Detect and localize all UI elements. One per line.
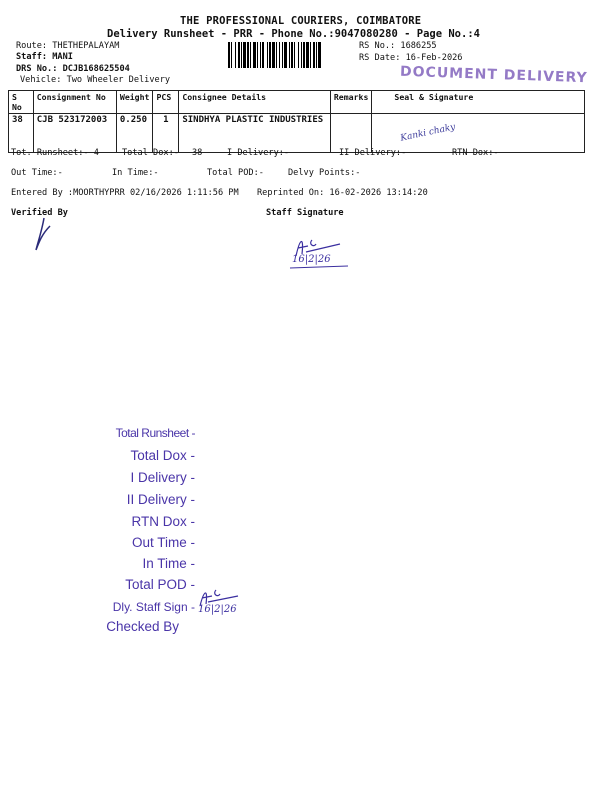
cell-seal [372,114,585,153]
stamp-ii-delivery: II Delivery - [126,492,195,507]
cell-weight: 0.250 [116,114,153,153]
col-header-weight: Weight [116,91,153,114]
barcode [228,42,354,68]
document-delivery-stamp: DOCUMENT DELIVERY [399,63,588,87]
stamp-out-time: Out Time - [131,535,195,550]
in-time-label: In Time:- [112,168,159,178]
table-header-row [9,91,585,114]
total-pod-label: Total POD:- [207,168,264,178]
verified-signature [30,212,70,257]
total-dox-label: Total Dox:- [122,148,179,158]
ii-delivery-label: II Delivery:- [339,148,407,158]
rtn-dox-label: RTN Dox:- [452,148,499,158]
stamp-dly-staff-sign: Dly. Staff Sign - [112,600,195,614]
stamp-signature-date: 16|2|26 [198,604,237,615]
rs-date: RS Date: 16-Feb-2026 [359,53,463,63]
cell-consignee: SINDHYA PLASTIC INDUSTRIES [179,114,331,153]
entered-by: Entered By :MOORTHYPRR 02/16/2026 1:11:56 PM [11,188,239,198]
runsheet-subtitle: Delivery Runsheet - PRR - Phone No.:9047080280 - Page No.:4 [107,28,480,40]
staff-signature-label: Staff Signature [266,208,344,218]
col-header-seal: Seal & Signature [372,91,585,114]
col-header-pcs: PCS [153,91,179,114]
stamp-total-runsheet: Total Runsheet - [115,426,195,440]
vehicle-label: Vehicle: Two Wheeler Delivery [20,75,171,85]
col-header-consignment: Consignment No [33,91,116,114]
out-time-label: Out Time:- [11,168,63,178]
staff-signature [278,228,353,276]
i-delivery-label: I Delivery:- [227,148,290,158]
verified-by-label: Verified By [11,208,68,218]
cell-pcs: 1 [153,114,179,153]
stamp-total-dox: Total Dox - [130,448,195,463]
cell-sno: 38 [9,114,34,153]
reprinted-on: Reprinted On: 16-02-2026 13:14:20 [257,188,428,198]
stamp-in-time: In Time - [142,556,195,571]
col-header-consignee: Consignee Details [179,91,331,114]
table-row [9,114,585,153]
stamp-total-pod: Total POD - [125,577,195,592]
cell-remarks [330,114,372,153]
seal-handwriting: Kanki chaky [399,122,457,144]
barcode-bar [321,42,322,68]
total-dox-value: 38 [192,148,203,158]
route-label: Route: THETHEPALAYAM [16,41,120,51]
stamp-checked-by: Checked By [106,619,179,634]
stamp-rtn-dox: RTN Dox - [131,514,195,529]
delvy-points-label: Delvy Points:- [288,168,361,178]
stamp-i-delivery: I Delivery - [130,470,195,485]
rs-number: RS No.: 1686255 [359,41,437,51]
tot-runsheet: Tot. Runsheet:- 4 [11,148,99,158]
col-header-sno: S No [9,91,34,114]
staff-signature-date: 16|2|26 [292,254,331,265]
col-header-remarks: Remarks [330,91,372,114]
drs-number: DRS No.: DCJB168625504 [16,64,130,74]
cell-consignment: CJB 523172003 [33,114,116,153]
consignment-table [8,90,585,153]
delivery-stamp [60,426,195,636]
staff-label: Staff: MANI [16,52,73,62]
company-title: THE PROFESSIONAL COURIERS, COIMBATORE [180,15,422,27]
